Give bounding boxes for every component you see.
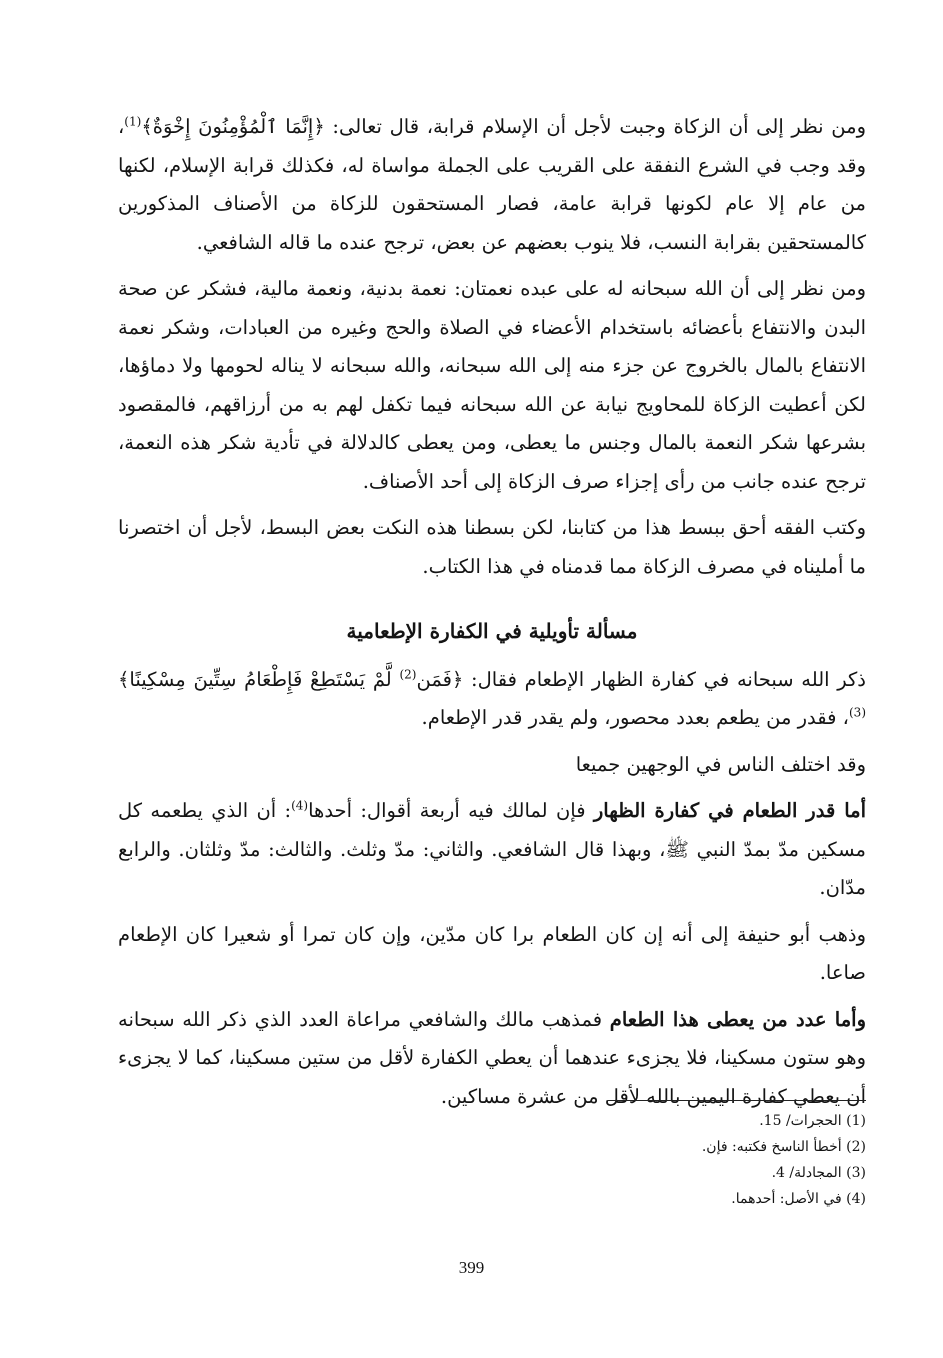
- footnote-ref-3: (3): [848, 705, 866, 720]
- paragraph-1: [118, 108, 866, 262]
- quran-verse: ﴿إِنَّمَا ٱلْمُؤْمِنُونَ إِخْوَةٌ﴾: [141, 115, 325, 138]
- footnote-2: (2) أخطأ الناسخ فكتبه: فإن.: [701, 1139, 866, 1155]
- footnote-ref-4: (4): [291, 798, 309, 813]
- footnote-4: (4) في الأصل: أحدهما.: [731, 1191, 866, 1207]
- paragraph-5: وقد اختلف الناس في الوجهين جميعا: [575, 752, 866, 776]
- page-number: 399: [458, 1258, 485, 1277]
- paragraph-8: [118, 1001, 866, 1117]
- footnote-1: (1) الحجرات/ 15.: [759, 1113, 866, 1129]
- footnote-divider: [608, 1100, 866, 1101]
- footnote-3: (3) المجادلة/ 4.: [771, 1165, 866, 1181]
- paragraph-8-text: فمذهب مالك والشافعي مراعاة العدد الذي ذكر الله سبحانه وهو ستون مسكينا، فلا يجزىء عندهما أن يعطي الكفارة لأقل من ستين مسكينا، كما لا يجزىء أن يعطي كفارة اليمين بالله لأقل من عشرة مساكين.: [118, 1007, 866, 1108]
- bold-lead: وأما عدد من يعطى هذا الطعام: [609, 1007, 866, 1031]
- paragraph-4-part-b: ، فقدر من يطعم بعدد محصور، ولم يقدر قدر الإطعام.: [421, 706, 849, 729]
- quran-verse-continued: لَّمْ يَسْتَطِعْ فَإِطْعَامُ سِتِّينَ مِسْكِينًا﴾: [118, 667, 400, 691]
- bold-lead: أما قدر الطعام في كفارة الظهار: [593, 799, 866, 822]
- paragraph-6: [118, 792, 866, 908]
- main-text: [118, 108, 866, 1116]
- paragraph-1-part-b: ، وقد وجب في الشرع النفقة على القريب على الجملة مواساة له، فكذلك قرابة الإسلام، لكنها من عام إلا عام لكونها قرابة عامة، فصار المستحقون للزكاة من الأصناف المذكورين كالمستحقين بقرابة النسب، فلا ينوب بعضهم عن بعض، ترجح عنده ما قاله الشافعي.: [118, 115, 866, 254]
- paragraph-4-part-a: ذكر الله سبحانه في كفارة الظهار الإطعام فقال:: [463, 667, 866, 691]
- footnote-ref-1: (1): [124, 114, 142, 129]
- paragraph-6-part-b: : أن الذي يطعمه كل مسكين مدّ بمدّ النبي ﷺ، وبهذا قال الشافعي. والثاني: مدّ وثلث. والثالث: مدّ وثلثان. والرابع مدّان.: [118, 799, 866, 899]
- paragraph-3: وكتب الفقه أحق ببسط هذا من كتابنا، لكن بسطنا هذه النكت بعض البسط، لأجل أن اختصرنا ما أمليناه في مصرف الزكاة مما قدمناه في هذا الكتاب.: [118, 516, 866, 578]
- quran-verse: ﴿فَمَن: [416, 667, 464, 691]
- paragraph-6-part-a: فإن لمالك فيه أربعة أقوال: أحدها: [308, 799, 594, 822]
- footnote-ref-2: (2): [399, 667, 417, 681]
- section-heading: مسألة تأويلية في الكفارة الإطعامية: [346, 619, 638, 643]
- paragraph-2: ومن نظر إلى أن الله سبحانه له على عبده نعمتان: نعمة بدنية، ونعمة مالية، فشكر عن صحة البدن والانتفاع بأعضائه باستخدام الأعضاء في الصلاة والحج وغيره من العبادات، وشكر نعمة الانتفاع بالمال بالخروج عن جزء منه إلى الله سبحانه، والله سبحانه لا يناله لحومها ولا دماؤها، لكن أعطيت الزكاة للمحاويج نيابة عن الله سبحانه فيما تكفل لهم به من أرزاقهم، فالمقصود بشرعها شكر النعمة بالمال وجنس ما يعطى، ومن يعطى كالدلالة في تأدية شكر هذه النعمة، ترجح عنده جانب من رأى إجزاء صرف الزكاة إلى أحد الأصناف.: [118, 277, 866, 493]
- paragraph-1-part-a: ومن نظر إلى أن الزكاة وجبت لأجل أن الإسلام قرابة، قال تعالى:: [324, 115, 866, 138]
- paragraph-7: وذهب أبو حنيفة إلى أنه إن كان الطعام برا كان مدّين، وإن كان تمرا أو شعيرا كان الإطعام صاعا.: [118, 922, 866, 984]
- footnotes: [560, 1108, 866, 1212]
- paragraph-4: [118, 661, 866, 738]
